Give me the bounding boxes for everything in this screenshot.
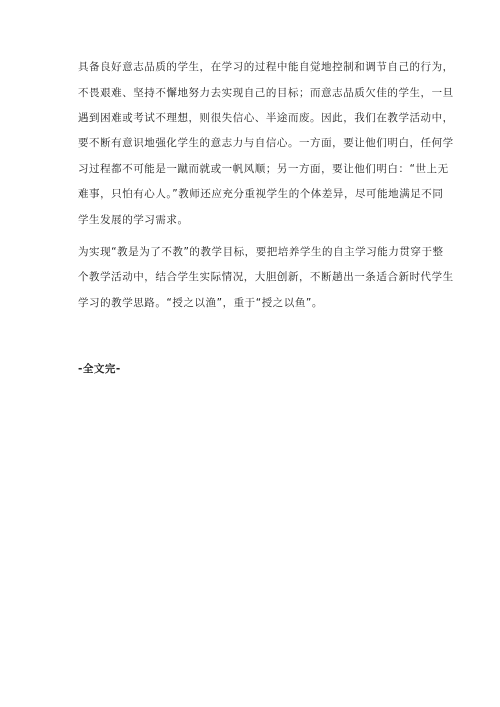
paragraph-2-line-2: 个教学活动中，结合学生实际情况，大胆创新，不断趟出一条适合新时代学生: [78, 271, 454, 283]
paragraph-2-line-1: 为实现“教是为了不教”的教学目标，要把培养学生的自主学习能力贯穿于整: [78, 246, 444, 258]
paragraph-1-line-5: 习过程都不可能是一蹴而就或一帆风顺；另一方面，要让他们明白：“世上无: [78, 163, 449, 175]
paragraph-1-line-3: 遇到困难或考试不理想，则很失信心、半途而废。因此，我们在教学活动中，: [78, 112, 454, 124]
paragraph-1-line-2: 不畏艰难、坚持不懈地努力去实现自己的目标；而意志品质欠佳的学生，一旦: [78, 87, 454, 99]
paragraph-2-line-3: 学习的教学思路。“授之以渔”，重于“授之以鱼”。: [78, 297, 323, 309]
paragraph-1-line-6: 难事，只怕有心人。”教师还应充分重视学生的个体差异，尽可能地满足不同: [78, 188, 444, 200]
paragraph-1-line-7: 学生发展的学习需求。: [78, 214, 189, 226]
paragraph-1-line-1: 具备良好意志品质的学生，在学习的过程中能自觉地控制和调节自己的行为，: [78, 61, 454, 73]
end-of-document-mark: -全文完-: [78, 363, 121, 375]
paragraph-1-line-4: 要不断有意识地强化学生的意志力与自信心。一方面，要让他们明白，任何学: [78, 137, 454, 149]
